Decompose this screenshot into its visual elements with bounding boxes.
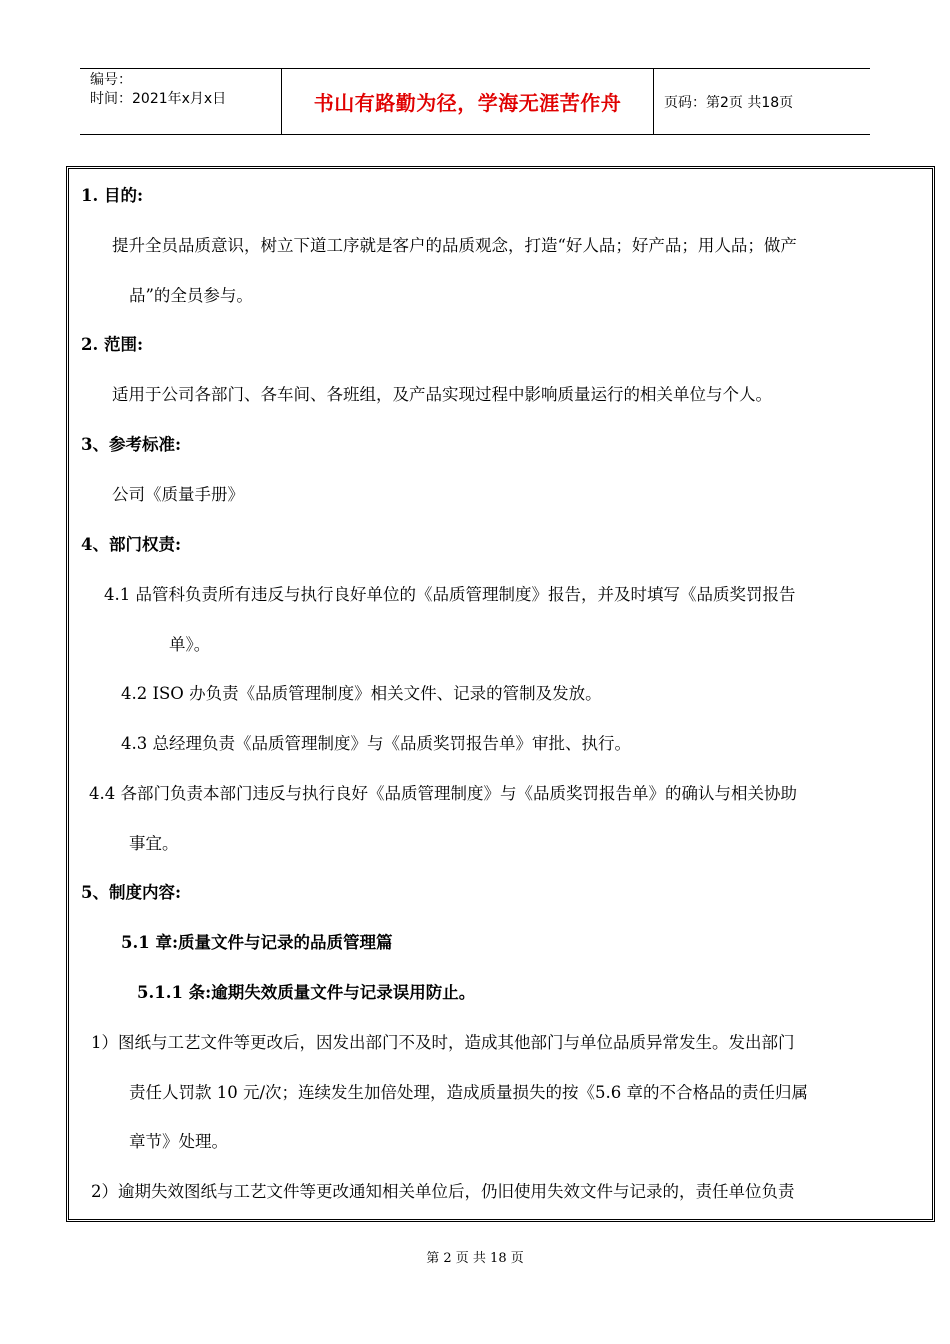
- section-1-text-2: 品”的全员参与。: [129, 286, 253, 305]
- chapter-5-1-title: 5.1 章:质量文件与记录的品质管理篇: [121, 933, 393, 952]
- page-header: [80, 68, 870, 135]
- section-4-3-text: 4.3 总经理负责《品质管理制度》与《品质奖罚报告单》审批、执行。: [121, 734, 631, 753]
- section-3-title: 3、参考标准:: [81, 435, 182, 454]
- section-4-1-text-2: 单》。: [169, 635, 211, 654]
- article-5-1-1-title: 5.1.1 条:逾期失效质量文件与记录误用防止。: [137, 983, 476, 1002]
- document-body: [66, 166, 935, 1222]
- item-1-text-1: 1）图纸与工艺文件等更改后，因发出部门不及时，造成其他部门与单位品质异常发生。发出部门: [91, 1033, 795, 1052]
- header-meta: [80, 69, 282, 134]
- doc-time-label: 时间：2021年x月x日: [90, 91, 227, 107]
- section-4-4-text-1: 4.4 各部门负责本部门违反与执行良好《品质管理制度》与《品质奖罚报告单》的确认与相关协助: [89, 784, 797, 803]
- doc-number-label: 编号：: [90, 72, 132, 88]
- item-1-text-2: 责任人罚款 10 元/次；连续发生加倍处理，造成质量损失的按《5.6 章的不合格品的责任归属: [129, 1083, 809, 1102]
- page-footer: 第 2 页 共 18 页: [426, 1251, 524, 1266]
- section-1-text-1: 提升全员品质意识，树立下道工序就是客户的品质观念，打造“好人品；好产品；用人品；做产: [112, 236, 797, 255]
- item-1-text-3: 章节》处理。: [129, 1132, 228, 1151]
- item-2-text-1: 2）逾期失效图纸与工艺文件等更改通知相关单位后，仍旧使用失效文件与记录的，责任单位负责: [91, 1182, 795, 1201]
- header-page-info: 页码：第2页 共18页: [664, 94, 794, 111]
- section-2-title: 2. 范围:: [81, 335, 144, 354]
- section-5-title: 5、制度内容:: [81, 883, 182, 902]
- section-3-text: 公司《质量手册》: [112, 485, 244, 504]
- section-2-text: 适用于公司各部门、各车间、各班组，及产品实现过程中影响质量运行的相关单位与个人。: [112, 385, 772, 404]
- section-4-2-text: 4.2 ISO 办负责《品质管理制度》相关文件、记录的管制及发放。: [121, 684, 602, 703]
- header-motto: 书山有路勤为径，学海无涯苦作舟: [282, 69, 654, 134]
- section-1-title: 1. 目的:: [81, 186, 144, 205]
- section-4-4-text-2: 事宜。: [129, 834, 179, 853]
- section-4-title: 4、部门权责:: [81, 535, 182, 554]
- section-4-1-text-1: 4.1 品管科负责所有违反与执行良好单位的《品质管理制度》报告，并及时填写《品质奖罚报告: [104, 585, 796, 604]
